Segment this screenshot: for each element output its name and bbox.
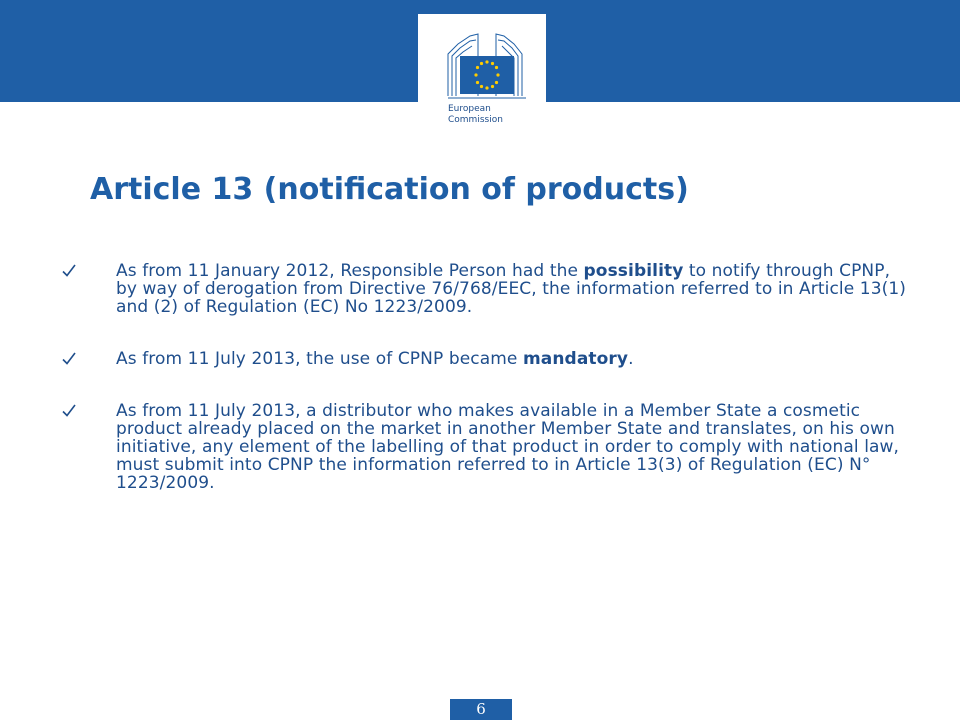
bullet-text: . [628,349,634,369]
logo-text [448,104,544,126]
bullet-emphasis: mandatory [522,349,629,369]
bullet-item [60,350,910,368]
bullet-item [60,262,910,316]
bullet-text: As from 11 July 2013, the use of CPNP became [116,349,523,369]
slide-title: Article 13 (notification of products) [90,172,689,207]
checkmark-icon [60,350,78,368]
bullet-text: As from 11 January 2012, Responsible Person had the [116,261,584,281]
checkmark-icon [60,262,78,280]
logo-line-european: European [448,104,491,114]
page-number: 6 [450,699,512,720]
logo-line-commission: Commission [448,115,503,125]
bullet-text: to notify through CPNP, by way of derogation from Directive 76/768/EEC, the information referred to in Article 13(1) and (2) of Regulation (EC) No 1223/2009. [116,261,907,317]
european-commission-logo [418,14,546,134]
bullet-list [60,262,910,526]
bullet-text: As from 11 July 2013, a distributor who makes available in a Member State a cosmetic product already placed on the market in another Member State and translates, on his own initiative, any element of the labelling of that product in order to comply with national law, must submit into CPNP the information referred to in Article 13(3) of Regulation (EC) N° 1223/2009. [116,401,900,493]
bullet-emphasis: possibility [583,261,684,281]
checkmark-icon [60,402,78,420]
bullet-item [60,402,910,492]
